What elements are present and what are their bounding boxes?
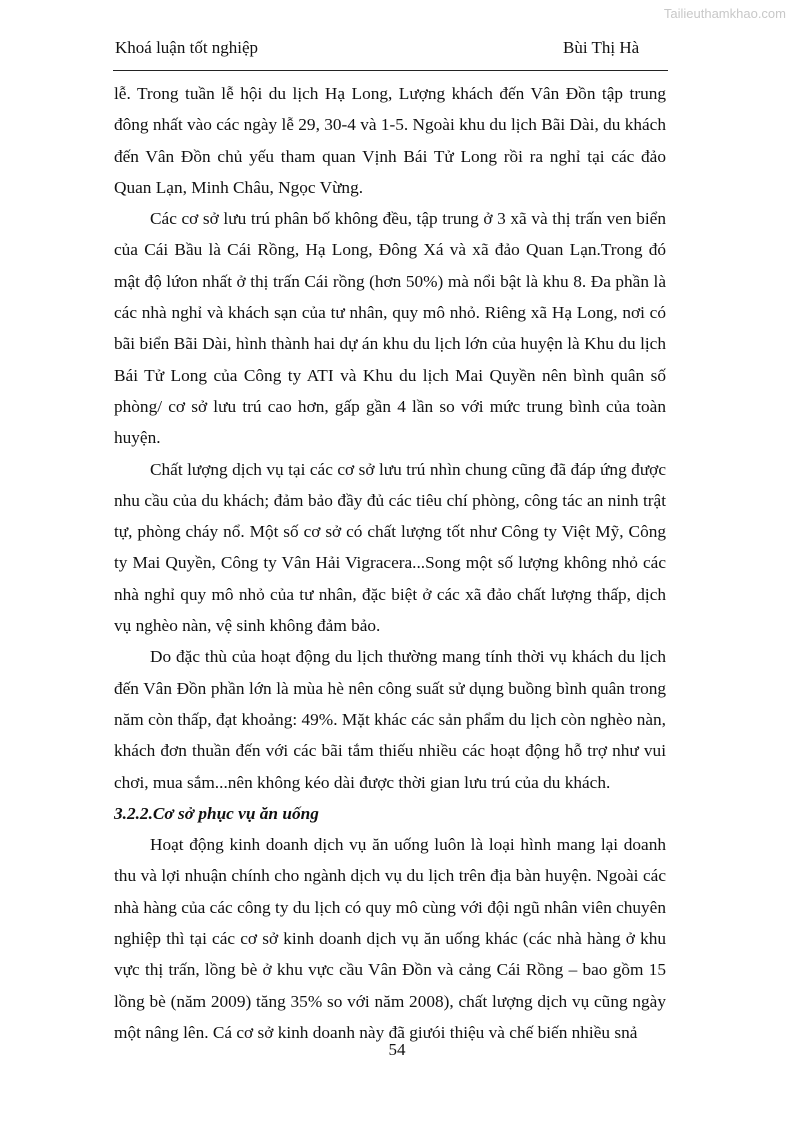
paragraph-continuation: lễ. Trong tuần lễ hội du lịch Hạ Long, Lượng khách đến Vân Đồn tập trung đông nhất vào các ngày lễ 29, 30-4 và 1-5. Ngoài khu du lịch Bãi Dài, du khách đến Vân Đồn chủ yếu tham quan Vịnh Bái Tử Long rồi ra nghỉ tại các đảo Quan Lạn, Minh Châu, Ngọc Vừng. (114, 84, 666, 197)
watermark: Tailieuthamkhao.com (663, 6, 786, 21)
header-divider (113, 70, 668, 71)
header-thesis-title: Khoá luận tốt nghiệp (115, 38, 259, 57)
header-author: Bùi Thị Hà (563, 38, 640, 57)
section-heading: 3.2.2.Cơ sở phục vụ ăn uống (114, 803, 319, 823)
paragraph-seasonality: Do đặc thù của hoạt động du lịch thường mang tính thời vụ khách du lịch đến Vân Đồn phần lớn là mùa hè nên công suất sử dụng buồng bình quân trong năm còn thấp, đạt khoảng: 49%. Mặt khác các sản phẩm du lịch còn nghèo nàn, khách đơn thuần đến với các bãi tắm thiếu nhiều các hoạt động hỗ trợ như vui chơi, mua sắm...nên không kéo dài được thời gian lưu trú của du khách. (114, 647, 666, 792)
page-number: 54 (388, 1040, 406, 1059)
paragraph-accommodation-quality: Chất lượng dịch vụ tại các cơ sở lưu trú nhìn chung cũng đã đáp ứng được nhu cầu của du khách; đảm bảo đầy đủ các tiêu chí phòng, công tác an ninh trật tự, phòng cháy nổ. Một số cơ sở có chất lượng tốt như Công ty Việt Mỹ, Công ty Mai Quyền, Công ty Vân Hải Vigracera...Song một số lượng không nhỏ các nhà nghỉ quy mô nhỏ của tư nhân, đặc biệt ở các xã đảo chất lượng thấp, dịch vụ nghèo nàn, vệ sinh không đảm bảo. (114, 459, 666, 636)
paragraph-food-services: Hoạt động kinh doanh dịch vụ ăn uống luôn là loại hình mang lại doanh thu và lợi nhuận chính cho ngành dịch vụ du lịch trên địa bàn huyện. Ngoài các nhà hàng của các công ty du lịch có quy mô cùng với đội ngũ nhân viên chuyên nghiệp thì tại các cơ sở kinh doanh dịch vụ ăn uống khác (các nhà hàng ở khu vực thị trấn, lồng bè ở khu vực cầu Vân Đồn và cảng Cái Rồng – bao gồm 15 lồng bè (năm 2009) tăng 35% so với năm 2008), chất lượng dịch vụ cũng ngày một nâng lên. Cá cơ sở kinh doanh này đã giưói thiệu và chế biến nhiều snả (114, 835, 666, 1042)
page-body (114, 78, 666, 1048)
paragraph-accommodation-distribution: Các cơ sở lưu trú phân bố không đều, tập trung ở 3 xã và thị trấn ven biển của Cái Bầu là Cái Rồng, Hạ Long, Đông Xá và xã đảo Quan Lạn.Trong đó mật độ lứon nhất ở thị trấn Cái rồng (hơn 50%) mà nổi bật là khu 8. Đa phần là các nhà nghỉ và khách sạn của tư nhân, quy mô nhỏ. Riêng xã Hạ Long, nơi có bãi biển Bãi Dài, hình thành hai dự án khu du lịch lớn của huyện là Khu du lịch Bái Tử Long của Công ty ATI và Khu du lịch Mai Quyền nên bình quân số phòng/ cơ sở lưu trú cao hơn, gấp gần 4 lần so với mức trung bình của toàn huyện. (114, 209, 666, 448)
page-header (113, 38, 668, 62)
